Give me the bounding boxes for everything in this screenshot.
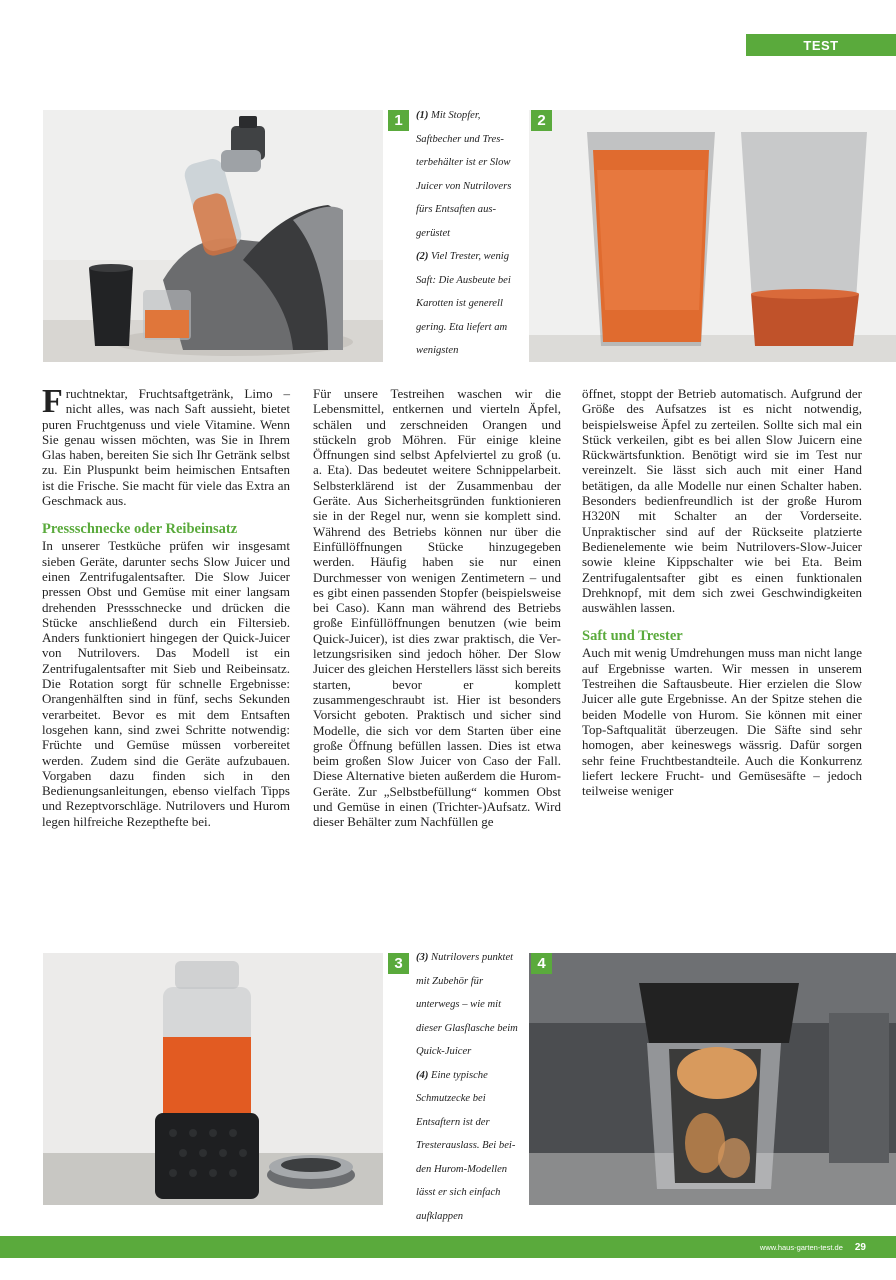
caption-1-lead: (1)	[416, 110, 429, 121]
intro-paragraph	[42, 383, 290, 509]
caption-top	[416, 104, 524, 363]
slow-juicer-image	[43, 110, 383, 362]
section-label: TEST	[746, 34, 896, 56]
article-column-3	[582, 386, 862, 798]
glass-bottle-image	[43, 953, 383, 1205]
caption-bottom	[416, 946, 524, 1228]
pulp-outlet-image	[529, 953, 896, 1205]
col3-body2: Auch mit wenig Umdrehungen muss man nicht lange auf Ergebnisse warten. Wir messen in unserem Testreihen die Saftausbeute. Hier erzielen die Slow Juicer alle gute Ergebnisse. An der Spitze stehen die beiden Modelle von Hurom. Sie können mit einer Top-Saftqualität überzeugen. Die Säfte sind sehr homogen, aber keineswegs wässrig. Dafür sorgen sehr feine Fruchtbestandteile. Auch die Konkurrenz liefert leckere Frucht- und Gemüsesäfte – jedoch teilweise weniger	[582, 645, 862, 799]
carrot-cups-image	[529, 110, 896, 362]
article-column-1	[42, 383, 290, 829]
col2-body: Für unsere Testreihen waschen wir die Lebensmittel, entkernen und vierteln Äpfel, schälen und zerschneiden Orangen und stückeln grob Möhren. Für einige kleine Öffnungen sind selbst Apfelviertel zu groß (u. a. Eta). Das bedeutet weitere Schnippelarbeit. Selbsterklärend ist der Zusammenbau der Geräte. Aus Sicherheitsgründen funktionieren sie in der Regel nur, wenn sie komplett sind. Während des Betriebs können nur über die Einfüllöffnungen Stücke hinzugegeben werden. Häufig haben sie nur einen Durchmesser von wenigen Zentimetern – und es gibt einen passenden Stopfer (beispielsweise bei Caso). Kann man während des Betriebs große Einfüllöffnungen benutzen (wie beim Quick-Juicer), ist dies zwar praktisch, die Verletzungsrisiken sind jedoch höher. Der Slow Juicer des gleichen Herstellers lässt sich bereits starten, bevor er komplett zusammengeschraubt ist. Hier ist besonders Vorsicht geboten. Praktisch und sicher sind Modelle, die sich vor dem Starten über eine große Öffnung befüllen lassen. Dies ist etwa beim großen Slow Juicer von Caso der Fall. Diese Alternative bieten außerdem die Hurom-Geräte. Zur „Selbstbefüllung“ kommen Obst und Gemüse in einen (Trichter-)Aufsatz. Wird dieser Behälter zum Nachfüllen ge	[313, 386, 561, 830]
caption-2-lead: (2)	[416, 251, 429, 262]
footer-url[interactable]: www.haus-garten-test.de	[759, 1242, 843, 1252]
footer-bar	[0, 1236, 896, 1258]
photo-carrot-pulp-cups	[529, 110, 896, 362]
subhead-pressschnecke: Pressschnecke oder Reibeinsatz	[42, 521, 238, 538]
figure-number-4: 4	[531, 953, 552, 974]
caption-3-lead: (3)	[416, 952, 429, 963]
caption-4-lead: (4)	[416, 1069, 429, 1081]
intro-text: ruchtnektar, Fruchtsaftgetränk, Limo – nicht alles, was nach Saft aussieht, bietet puren Fruchtgenuss und viele Vitamine. Wenn Sie genau wissen möchten, was Sie in Ihrem Glas haben, bereiten Sie sich Ihr Getränk selbst zu. Ein Pluspunkt beim heimischen Entsaften ist die Frische. Sie macht für viele das Extra an Geschmack aus.	[42, 386, 290, 509]
dropcap: F	[42, 383, 63, 420]
caption-1-text: Mit Stopfer, Saftbecher und Tresterbehälter ist er Slow Juicer von Nutrilovers fürs Entsaften ausgerüstet	[416, 110, 512, 239]
article-column-2	[313, 386, 561, 830]
caption-4-text: Eine typische Schmutzecke bei Entsaftern ist der Tresterauslass. Bei beiden Hurom-Modellen lässt er sich einfach aufklappen	[416, 1069, 516, 1222]
figure-number-1: 1	[388, 110, 409, 131]
col3-body: öffnet, stoppt der Betrieb automatisch. Aufgrund der Größe des Aufsatzes ist es nicht notwendig, beispielsweise Äpfel zu zerteilen. Sollte sich mal ein Stück verkeilen, gibt es bei allen Slow Juicern eine Rückwärtsfunktion. Benötigt wird sie im Test nur vereinzelt. Sie lässt sich auch mit einer Hand betätigen, da alle Modelle nur einen Schalter haben. Besonders bedienfreundlich ist der große Hurom H320N mit Schalter an der Vorderseite. Unpraktischer sind auf der Rückseite platzierte Bedienelemente wie beim Nutrilovers-Slow-Juicer sowie kleine Kippschalter wie bei Eta. Beim Zentrifugalentsafter gibt es einen funktionalen Drehknopf, mit dem sich zwei Geschwindigkeiten auswählen lassen.	[582, 386, 862, 616]
photo-slow-juicer	[43, 110, 383, 362]
figure-number-2: 2	[531, 110, 552, 131]
photo-pulp-outlet	[529, 953, 896, 1205]
subhead-saft-trester: Saft und Trester	[582, 628, 683, 645]
caption-3-text: Nutrilovers punktet mit Zubehör für unterwegs – wie mit dieser Glasflasche beim Quick-Juicer	[416, 952, 518, 1057]
figure-number-3: 3	[388, 953, 409, 974]
caption-2-text: Viel Trester, wenig Saft: Die Ausbeute bei Karotten ist generell gering. Eta liefert am wenigsten	[416, 251, 511, 356]
page-number: 29	[854, 1241, 866, 1253]
col1-body: In unserer Testküche prüfen wir insgesamt sieben Geräte, darunter sechs Slow Juicer und einen Zentrifugalentsafter. Die Slow Juicer pressen Obst und Gemüse mit einer langsam drehenden Pressschnecke und drücken die Stücke anschließend durch ein Filtersieb. Anders funktioniert hingegen der Quick-Juicer von Nutrilovers. Das Modell ist ein Zentrifugalentsafter mit Sieb und Reibeinsatz. Die Rotation sorgt für schnelle Ergebnisse: Orangenhälften sind in fünf, sechs Sekunden verarbeitet. Bevor es mit dem Entsaften losgehen kann, sind zwei Schritte notwendig: Früchte und Gemüse müssen vorbereitet werden. Zudem sind die Geräte aufzubauen. Vorgaben dazu finden sich in den Bedienungsanleitungen, ebenso vielfach Tipps und Rezeptvorschläge. Nutrilovers und Hurom legen hilfreiche Rezepthefte bei.	[42, 538, 290, 829]
photo-glass-bottle	[43, 953, 383, 1205]
